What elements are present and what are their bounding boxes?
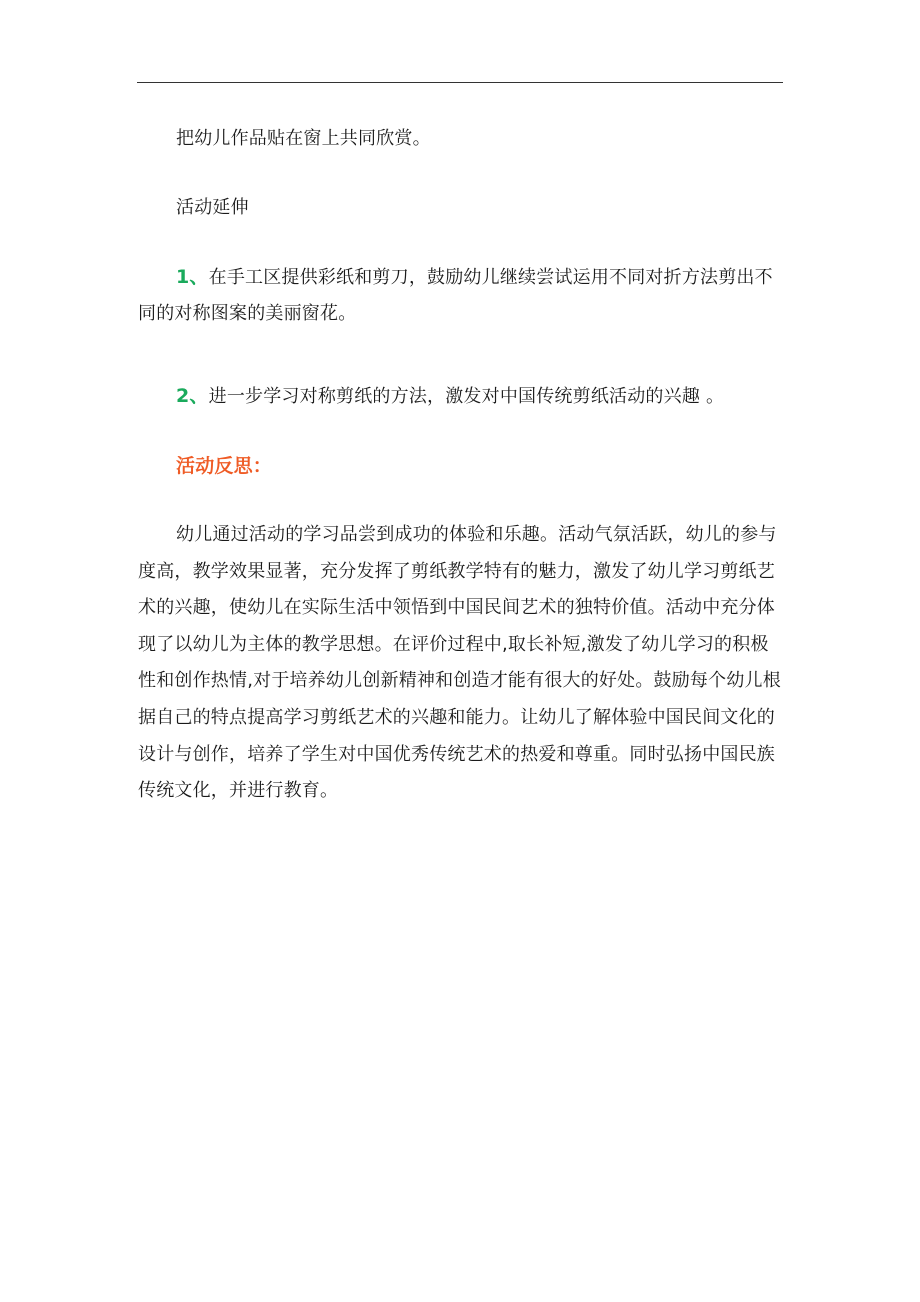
- extension-item-2: [138, 378, 786, 415]
- item-separator: 、: [189, 385, 209, 407]
- item-separator: 、: [189, 266, 209, 288]
- item-number: 1: [176, 266, 190, 288]
- item-number: 2: [176, 385, 190, 407]
- item-text: 在手工区提供彩纸和剪刀，鼓励幼儿继续尝试运用不同对折方法剪出不同的对称图案的美丽窗花。: [138, 267, 773, 324]
- display-paragraph: 把幼儿作品贴在窗上共同欣赏。: [176, 128, 431, 149]
- extension-heading: 活动延伸: [176, 197, 249, 218]
- header-rule: [137, 82, 783, 83]
- reflection-heading-text: 活动反思：: [176, 455, 273, 477]
- reflection-paragraph: 幼儿通过活动的学习品尝到成功的体验和乐趣。活动气氛活跃，幼儿的参与度高，教学效果显著，充分发挥了剪纸教学特有的魅力，激发了幼儿学习剪纸艺术的兴趣，使幼儿在实际生活中领悟到中国民间艺术的独特价值。活动中充分体现了以幼儿为主体的教学思想。在评价过程中,取长补短,激发了幼儿学习的积极性和创作热情,对于培养幼儿创新精神和创造才能有很大的好处。鼓励每个幼儿根据自己的特点提高学习剪纸艺术的兴趣和能力。让幼儿了解体验中国民间文化的设计与创作，培养了学生对中国优秀传统艺术的热爱和尊重。同时弘扬中国民族传统文化，并进行教育。: [138, 524, 781, 802]
- item-text: 进一步学习对称剪纸的方法，激发对中国传统剪纸活动的兴趣 。: [208, 386, 725, 407]
- extension-item-1: [138, 259, 786, 332]
- reflection-heading: [138, 448, 786, 485]
